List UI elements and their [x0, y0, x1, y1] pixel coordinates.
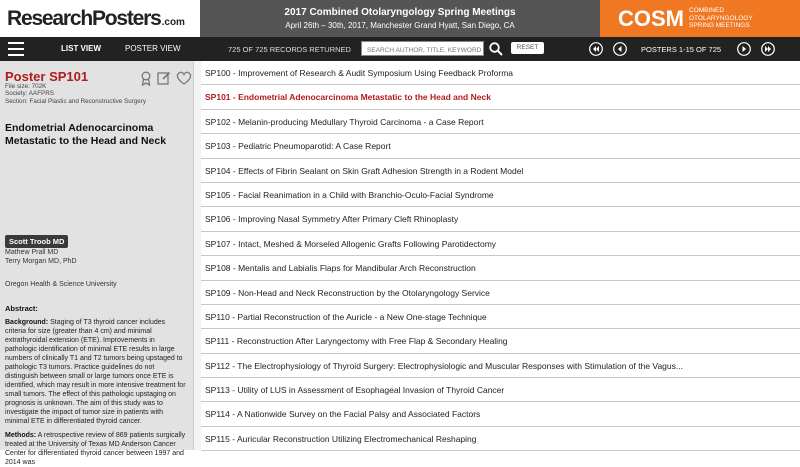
list-item[interactable]: SP109 - Non-Head and Neck Reconstruction by the Otolaryngology Service	[201, 281, 800, 305]
brand-sub-line: SPRING MEETINGS	[689, 22, 750, 30]
list-item[interactable]: SP100 - Improvement of Research & Audit Symposium Using Feedback Proforma	[201, 61, 800, 85]
methods-text: A retrospective review of 869 patients surgically treated at the University of Texas MD Anderson Cancer Center for differentiated thyroid cancer between 1997 and 2014 was	[5, 432, 186, 466]
brand-name: COSM	[618, 5, 684, 31]
list-item-selected[interactable]: SP101 - Endometrial Adenocarcinoma Metastatic to the Head and Neck	[201, 85, 800, 109]
background-label: Background:	[5, 319, 49, 326]
first-page-icon[interactable]	[589, 42, 603, 56]
presenter-badge: Scott Troob MD	[5, 235, 68, 248]
poster-detail-panel	[0, 61, 193, 466]
poster-list	[201, 61, 800, 450]
list-item[interactable]: SP113 - Utility of LUS in Assessment of Esophageal Invasion of Thyroid Cancer	[201, 378, 800, 402]
prev-page-icon[interactable]	[613, 42, 627, 56]
list-item[interactable]: SP103 - Pediatric Pneumoparotid: A Case Report	[201, 134, 800, 158]
poster-actions	[140, 71, 192, 86]
edit-note-icon[interactable]	[157, 71, 171, 85]
site-logo[interactable]	[0, 0, 200, 37]
list-item[interactable]: SP106 - Improving Nasal Symmetry After Primary Cleft Rhinoplasty	[201, 207, 800, 231]
poster-id: Poster SP101	[5, 69, 89, 84]
abstract-body	[5, 318, 188, 467]
tab-list-view[interactable]: LIST VIEW	[61, 44, 101, 53]
event-details: April 26th – 30th, 2017, Manchester Grand Hyatt, San Diego, CA	[285, 21, 515, 30]
abstract-background	[5, 318, 188, 426]
brand-sub-line: OTOLARYNGOLOGY	[689, 14, 753, 22]
author: Terry Morgan MD, PhD	[5, 258, 77, 265]
author-list	[5, 248, 77, 266]
logo-text: ResearchPosters	[7, 6, 161, 30]
methods-label: Methods:	[5, 432, 37, 439]
list-item[interactable]: SP105 - Facial Reanimation in a Child with Branchio-Oculo-Facial Syndrome	[201, 183, 800, 207]
list-item[interactable]: SP110 - Partial Reconstruction of the Auricle - a New One-stage Technique	[201, 305, 800, 329]
logo-suffix: .com	[161, 16, 185, 28]
last-page-icon[interactable]	[761, 42, 775, 56]
top-banner	[0, 0, 800, 37]
poster-title: Endometrial Adenocarcinoma Metastatic to the Head and Neck	[5, 122, 167, 147]
list-item[interactable]: SP102 - Melanin-producing Medullary Thyroid Carcinoma - a Case Report	[201, 110, 800, 134]
list-item[interactable]: SP115 - Auricular Reconstruction Utilizing Electromechanical Reshaping	[201, 427, 800, 451]
poster-meta	[5, 83, 146, 105]
event-info	[200, 0, 600, 37]
panel-divider[interactable]	[193, 61, 201, 450]
favorite-heart-icon[interactable]	[176, 71, 192, 85]
brand-logo	[600, 0, 800, 37]
abstract-heading: Abstract:	[5, 304, 38, 313]
next-page-icon[interactable]	[737, 42, 751, 56]
records-count: 725 OF 725 RECORDS RETURNED	[228, 45, 351, 54]
page-info: POSTERS 1-15 OF 725	[641, 45, 722, 54]
list-item[interactable]: SP104 - Effects of Fibrin Sealant on Skin Graft Adhesion Strength in a Rodent Model	[201, 159, 800, 183]
tab-poster-view[interactable]: POSTER VIEW	[125, 44, 181, 53]
author: Mathew Prall MD	[5, 249, 59, 256]
search-input[interactable]	[361, 41, 484, 56]
section: Section: Facial Plastic and Reconstructive Surgery	[5, 97, 147, 105]
brand-sub-line: COMBINED	[689, 7, 725, 15]
institution: Oregon Health & Science University	[5, 281, 117, 288]
background-text: Staging of T3 thyroid cancer includes criteria for size (greater than 4 cm) and minimal extrathyroidal extension (ETE). Improvements in pathologic identification of minimal ETE results in large numbers of clinically T1 and T2 tumors being upstaged to pathologic T3 tumors. Practice guidelines do not distinguish between small or large tumors once ETE is identified, which may result in more intensive treatment for small tumors. The effect of this pathologic upstaging on prognosis is unknown. The aim of this study was to investigate the impact of tumor size in patients with minimal ETE in differentiated thyroid cancer.	[5, 319, 186, 425]
event-title: 2017 Combined Otolaryngology Spring Meetings	[284, 7, 516, 18]
list-item[interactable]: SP114 - A Nationwide Survey on the Facial Palsy and Associated Factors	[201, 402, 800, 426]
menu-icon[interactable]	[8, 42, 24, 56]
abstract-methods	[5, 431, 188, 467]
list-item[interactable]: SP107 - Intact, Meshed & Morseled Allogenic Grafts Following Parotidectomy	[201, 232, 800, 256]
list-item[interactable]: SP108 - Mentalis and Labialis Flaps for Mandibular Arch Reconstruction	[201, 256, 800, 280]
search-icon[interactable]	[489, 42, 503, 56]
list-item[interactable]: SP112 - The Electrophysiology of Thyroid Surgery: Electrophysiologic and Muscular Responses with Stimulation of the Vagus...	[201, 354, 800, 378]
society: Society: AAFPRS	[5, 90, 54, 98]
list-item[interactable]: SP111 - Reconstruction After Laryngectomy with Free Flap & Secondary Healing	[201, 329, 800, 353]
toolbar	[0, 37, 800, 61]
file-size: File size: 702K	[5, 83, 47, 90]
brand-subtitle	[689, 7, 753, 30]
reset-button[interactable]: RESET	[511, 42, 544, 54]
